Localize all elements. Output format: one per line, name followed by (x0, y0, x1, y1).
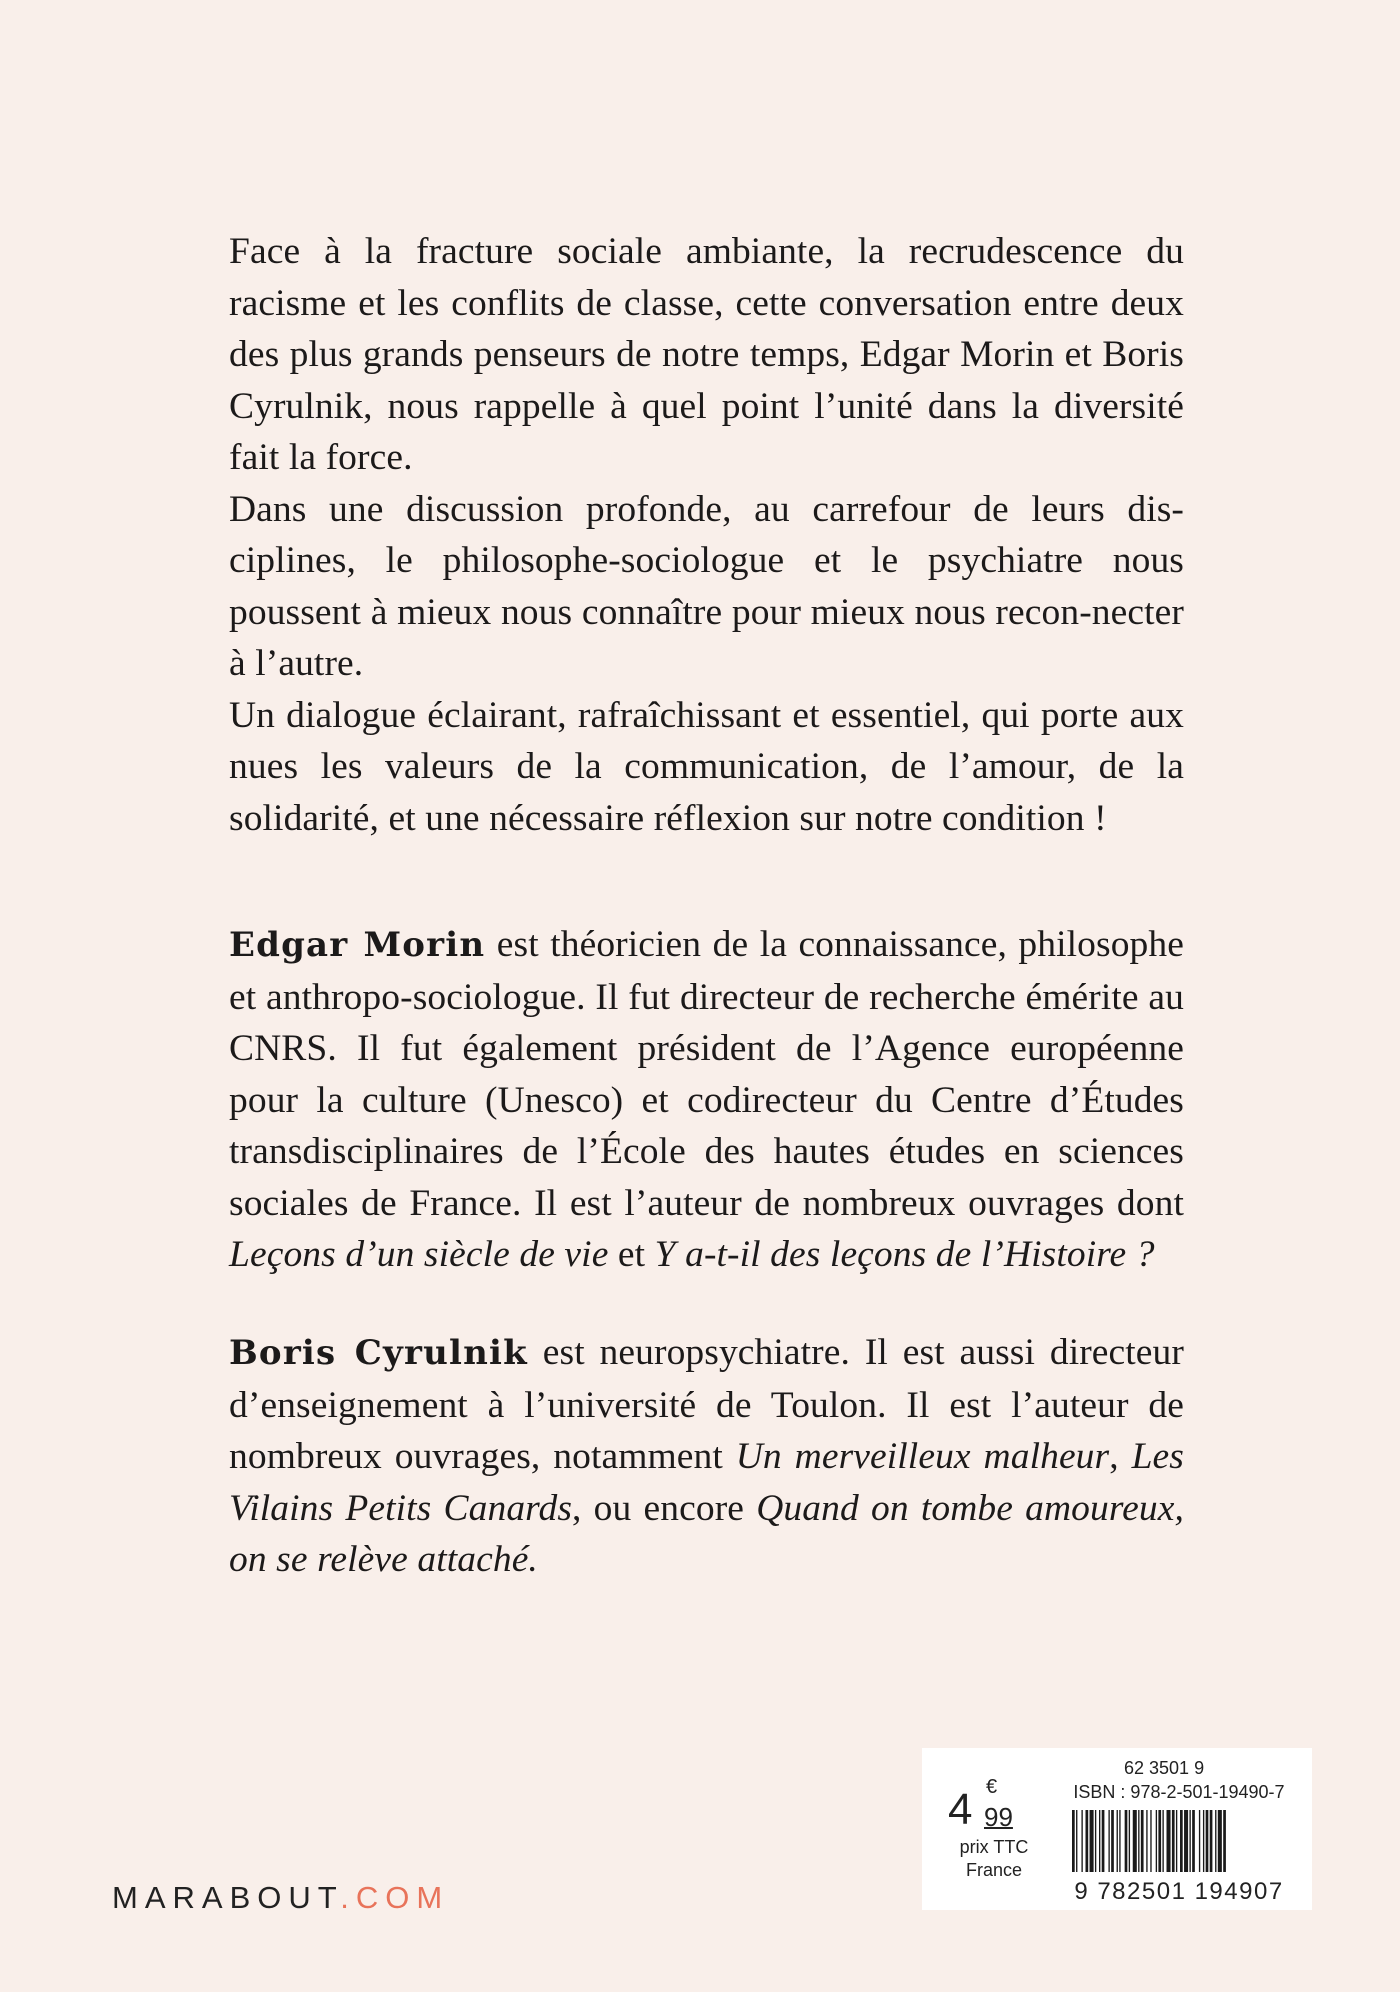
product-code: 62 3501 9 (1124, 1758, 1205, 1778)
barcode-bar (1090, 1810, 1094, 1872)
publisher-logo (112, 1880, 449, 1916)
barcode-bar (1215, 1810, 1216, 1872)
barcode-bar (1081, 1810, 1082, 1872)
barcode-bar (1158, 1810, 1161, 1872)
bio-text-cyrulnik: est neuropsychiatre. Il est aussi directeur d’enseignement à l’université de Toulon. Il est l’auteur de nombreux ouvrages, notamment (229, 1332, 1184, 1477)
barcode-bar (1206, 1810, 1209, 1872)
barcode-icon (1070, 1810, 1292, 1880)
author-name-morin: Edgar Morin (229, 925, 486, 965)
book-title: Y a-t-il des leçons de l’Histoire ? (654, 1234, 1155, 1275)
barcode-bar (1176, 1810, 1177, 1872)
barcode-bar (1099, 1810, 1100, 1872)
price-cents: 99 (984, 1802, 1013, 1832)
barcode-bar (1156, 1810, 1157, 1872)
author-bio-cyrulnik (229, 1327, 1184, 1586)
price-note-country: France (965, 1860, 1023, 1880)
book-title: Leçons d’un siècle de vie (229, 1234, 609, 1275)
publisher-name: MARABOUT (112, 1880, 341, 1915)
barcode-bar (1192, 1810, 1195, 1872)
barcode-bar (1072, 1810, 1075, 1872)
price-note-ttc: prix TTC (959, 1837, 1029, 1857)
bio-separator: , ou encore (572, 1487, 757, 1529)
bio-separator: , (1109, 1436, 1132, 1477)
barcode-bar (1125, 1810, 1128, 1872)
barcode-bar (1172, 1810, 1175, 1872)
book-title: Les Vilains Petits Canards (229, 1436, 1184, 1529)
barcode-bar (1184, 1810, 1188, 1872)
bio-connector: et (608, 1234, 655, 1275)
barcode-bar (1180, 1810, 1183, 1872)
barcode-bar (1108, 1810, 1109, 1872)
barcode-label (922, 1748, 1312, 1910)
barcode-bar (1117, 1810, 1118, 1872)
barcode-bar (1199, 1810, 1200, 1872)
barcode-bar (1189, 1810, 1190, 1872)
author-name-cyrulnik: Boris Cyrulnik (229, 1333, 528, 1373)
barcode-bar (1203, 1810, 1204, 1872)
book-title: Un merveilleux malheur (735, 1436, 1110, 1477)
back-cover-summary (229, 226, 1184, 844)
barcode-digits: 9 782501 194907 (1074, 1878, 1284, 1905)
bio-paragraph-cyrulnik (229, 1327, 1184, 1586)
publisher-dot: . (340, 1880, 356, 1915)
barcode-bar (1218, 1810, 1222, 1872)
barcode-bar (1111, 1810, 1114, 1872)
barcode-bar (1076, 1810, 1077, 1872)
summary-paragraph-3: Un dialogue éclairant, rafraîchissant et essentiel, qui porte aux nues les valeurs de la communication, de l’amour, de la solidarité, et une nécessaire réflexion sur notre condition ! (229, 694, 1184, 839)
barcode-bar (1129, 1810, 1130, 1872)
barcode-bar (1119, 1810, 1120, 1872)
publisher-tld: COM (355, 1880, 450, 1915)
bio-text-morin: est théoricien de la connaissance, philosophe et anthropo-sociologue. Il fut directeur de recherche émérite au CNRS. Il fut également président de l’Agence européenne pour la culture (Unesco) et codirecteur du Centre d’Études transdisciplinaires de l’École des hautes études en sciences sociales de France. Il est l’auteur de nombreux ouvrages dont (229, 924, 1184, 1224)
summary-paragraph-2: Dans une discussion profonde, au carrefour de leurs dis-ciplines, le philosophe-sociologue et le psychiatre nous poussent à mieux nous connaître pour mieux nous recon-necter à l’autre. (229, 488, 1184, 684)
price-euros: 4 (948, 1785, 973, 1834)
isbn-number: ISBN : 978-2-501-19490-7 (1073, 1782, 1285, 1802)
barcode-bar (1095, 1810, 1096, 1872)
book-title: Quand on tombe amoureux, on se relève attaché. (229, 1487, 1184, 1580)
barcode-bar (1167, 1810, 1171, 1872)
bio-paragraph-morin (229, 919, 1184, 1281)
barcode-bar (1086, 1810, 1089, 1872)
barcode-bar (1138, 1810, 1139, 1872)
barcode-bar (1141, 1810, 1144, 1872)
barcode-bar (1133, 1810, 1137, 1872)
barcode-bar (1162, 1810, 1163, 1872)
barcode-bar (1102, 1810, 1105, 1872)
barcode-bar (1146, 1810, 1147, 1872)
summary-paragraph-1: Face à la fracture sociale ambiante, la recrudescence du racisme et les conflits de classe, cette conversation entre deux des plus grands penseurs de notre temps, Edgar Morin et Boris Cyrulnik, nous rappelle à quel point l’unité dans la diversité fait la force. (229, 231, 1184, 478)
barcode-bar (1223, 1810, 1226, 1872)
price-currency: € (986, 1776, 998, 1798)
barcode-bar (1210, 1810, 1213, 1872)
author-bio-morin (229, 919, 1184, 1281)
barcode-bar (1150, 1810, 1151, 1872)
